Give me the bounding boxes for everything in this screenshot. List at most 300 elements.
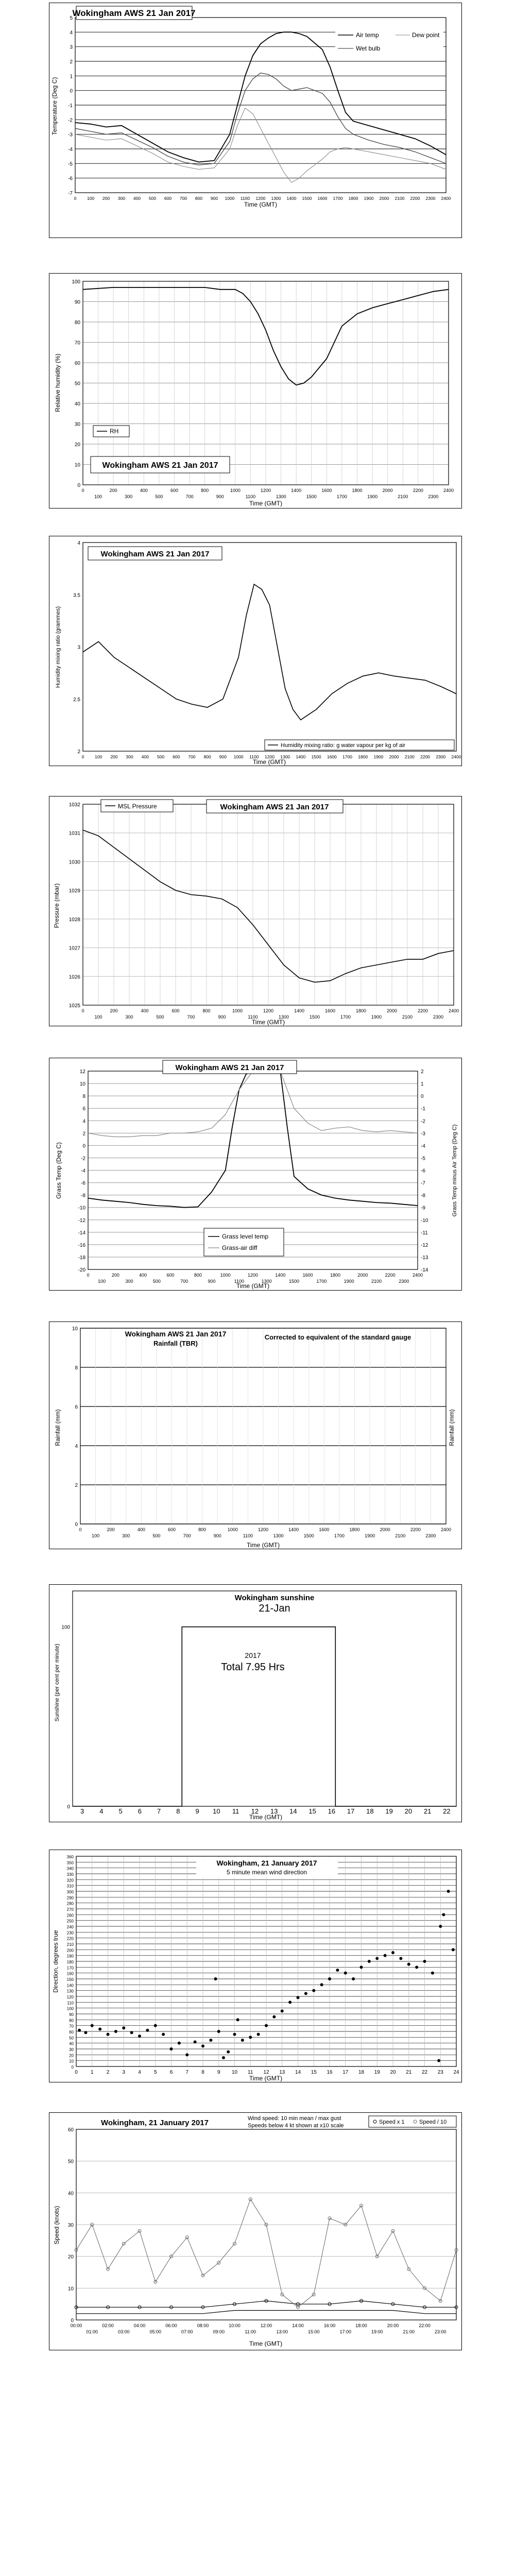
- y-tick-label: 1029: [68, 888, 80, 894]
- x-tick-label: 800: [195, 196, 203, 201]
- x-tick-label: 1900: [344, 1279, 354, 1284]
- x-tick-label: 400: [133, 196, 141, 201]
- data-point: [222, 2056, 225, 2059]
- x-tick-label: 1700: [316, 1279, 327, 1284]
- x-tick-label: 2: [106, 2070, 110, 2075]
- data-point: [336, 1969, 339, 1972]
- y-tick-label: 10: [79, 1081, 85, 1088]
- chart-title: Wokingham AWS 21 Jan 2017: [175, 1063, 284, 1072]
- x-tick-label: 1400: [294, 1008, 305, 1013]
- chart-title: Wokingham AWS 21 Jan 2017: [102, 461, 218, 470]
- y-tick-label: -2: [81, 1156, 85, 1162]
- data-point: [281, 2009, 284, 2012]
- x-tick-label: 900: [218, 1014, 226, 1020]
- x-tick-label: 00:00: [70, 2323, 82, 2328]
- data-point: [249, 2036, 252, 2039]
- legend-wet-bulb: Wet bulb: [356, 45, 381, 52]
- x-tick-label: 7: [157, 1807, 161, 1815]
- y2-tick-label: -2: [421, 1118, 425, 1125]
- y-tick-label: 150: [66, 1977, 74, 1982]
- x-tick-label: 1500: [303, 1533, 314, 1538]
- pressure-chart-panel: [49, 796, 462, 1026]
- x-tick-label: 23:00: [434, 2329, 447, 2334]
- x-tick-label: 100: [95, 754, 102, 759]
- x-tick-label: 10:00: [229, 2323, 241, 2328]
- data-point: [162, 2033, 165, 2036]
- x-tick-label: 11: [248, 2070, 253, 2075]
- x-tick-label: 19: [374, 2070, 380, 2075]
- data-point: [360, 1965, 363, 1969]
- x-tick-label: 600: [173, 754, 180, 759]
- y-tick-label: 4: [75, 1444, 78, 1449]
- y-tick-label: -18: [78, 1255, 85, 1261]
- y-axis-label: Rainfall (mm): [54, 1409, 61, 1446]
- y-tick-label: 1028: [68, 917, 80, 923]
- humidity-chart: [49, 274, 461, 508]
- x-tick-label: 18: [358, 2070, 365, 2075]
- y-tick-label: 260: [66, 1913, 74, 1918]
- data-point: [178, 2042, 181, 2045]
- x-tick-label: 2300: [425, 196, 436, 201]
- x-tick-label: 300: [122, 1533, 130, 1538]
- y-tick-label: 140: [66, 1983, 74, 1988]
- legend-grass-level-temp: Grass level temp: [222, 1233, 269, 1240]
- x-tick-label: 6: [138, 1807, 142, 1815]
- y-tick-label: 70: [69, 2024, 74, 2029]
- x-tick-label: 14:00: [292, 2323, 304, 2328]
- y2-tick-label: -6: [421, 1168, 425, 1174]
- series-line-2: [75, 73, 446, 165]
- x-tick-label: 2100: [398, 494, 408, 499]
- x-tick-label: 3: [80, 1807, 84, 1815]
- x-tick-label: 2200: [385, 1273, 396, 1278]
- y-tick-label: 10: [74, 462, 80, 468]
- y-tick-label: 2: [82, 1131, 85, 1137]
- chart-title: Wokingham, 21 January 2017: [216, 1859, 317, 1867]
- data-point: [122, 2026, 125, 2029]
- x-tick-label: 2400: [412, 1273, 423, 1278]
- x-tick-label: 800: [203, 754, 211, 759]
- data-point: [312, 1989, 315, 1992]
- y-axis-label: Sunshine (per cent per minute): [54, 1643, 60, 1722]
- x-tick-label: 800: [202, 1008, 211, 1013]
- x-tick-label: 800: [198, 1527, 207, 1532]
- y-tick-label: 1030: [68, 859, 80, 866]
- data-point: [328, 1977, 331, 1980]
- series-line-1: [88, 1071, 418, 1208]
- x-tick-label: 0: [79, 1527, 82, 1532]
- x-tick-label: 1: [90, 2070, 94, 2075]
- x-tick-label: 2000: [382, 488, 393, 493]
- x-tick-label: 1800: [330, 1273, 341, 1278]
- y-tick-label: 4: [70, 30, 73, 36]
- x-tick-label: 1000: [225, 196, 235, 201]
- x-tick-label: 700: [188, 754, 196, 759]
- x-tick-label: 1800: [358, 754, 368, 759]
- x-tick-label: 1500: [306, 494, 317, 499]
- x-tick-label: 2300: [436, 754, 446, 759]
- x-tick-label: 1100: [245, 494, 256, 499]
- y-tick-label: -2: [68, 117, 73, 124]
- date-label: 21-Jan: [259, 1603, 290, 1614]
- chart-title: Wokingham AWS 21 Jan 2017: [100, 550, 210, 558]
- y-tick-label: -7: [68, 191, 73, 196]
- grass-temp-chart: [49, 1058, 461, 1290]
- chart-subtitle: Rainfall (TBR): [153, 1340, 198, 1347]
- x-tick-label: 300: [125, 494, 133, 499]
- x-tick-label: 2400: [443, 488, 454, 493]
- x-tick-label: 1600: [321, 488, 332, 493]
- y-tick-label: 220: [66, 1936, 74, 1941]
- y-tick-label: 12: [79, 1069, 85, 1075]
- x-tick-label: 17: [347, 1807, 355, 1815]
- x-tick-label: 900: [216, 494, 224, 499]
- data-point: [170, 2047, 173, 2050]
- x-tick-label: 1100: [248, 1014, 258, 1020]
- y-tick-label: 10: [67, 2286, 74, 2292]
- x-tick-label: 11:00: [245, 2329, 256, 2334]
- data-point: [320, 1983, 323, 1986]
- x-tick-label: 1300: [271, 196, 281, 201]
- x-tick-label: 1800: [349, 1527, 360, 1532]
- speed-note: Wind speed: 10 min mean / max gust: [248, 2115, 341, 2122]
- y-axis-label: Speed (knots): [53, 2206, 60, 2245]
- x-tick-label: 2100: [371, 1279, 382, 1284]
- series-line-1: [73, 1627, 456, 1806]
- x-tick-label: 16:00: [323, 2323, 336, 2328]
- x-tick-label: 2200: [410, 196, 420, 201]
- y-tick-label: 1032: [68, 802, 80, 808]
- x-tick-label: 16: [327, 2070, 333, 2075]
- x-tick-label: 15: [308, 1807, 316, 1815]
- x-tick-label: 2000: [379, 196, 389, 201]
- x-tick-label: 2300: [428, 494, 439, 499]
- legend-speed-div10: Speed / 10: [419, 2119, 447, 2125]
- y-tick-label: 3.5: [73, 592, 80, 599]
- y-tick-label: 60: [74, 361, 80, 366]
- legend-speed-x1: Speed x 1: [379, 2119, 405, 2125]
- y-tick-label: 80: [69, 2018, 74, 2023]
- temperature-chart-panel: [49, 3, 462, 238]
- x-tick-label: 300: [117, 196, 126, 201]
- x-axis-label: Time (GMT): [252, 758, 286, 766]
- x-tick-label: 100: [94, 494, 102, 499]
- y-tick-label: -10: [78, 1205, 85, 1211]
- y-tick-label: 2: [75, 1483, 78, 1488]
- data-point: [265, 2024, 268, 2027]
- y-tick-label: 240: [66, 1925, 74, 1929]
- x-tick-label: 1200: [260, 488, 271, 493]
- y-tick-label: 0: [75, 1522, 78, 1528]
- x-tick-label: 2400: [440, 1527, 452, 1532]
- pressure-chart: [49, 796, 461, 1026]
- x-tick-label: 12:00: [260, 2323, 272, 2328]
- x-tick-label: 1300: [261, 1279, 272, 1284]
- x-tick-label: 19:00: [371, 2329, 383, 2334]
- x-tick-label: 0: [87, 1273, 90, 1278]
- x-tick-label: 800: [201, 488, 209, 493]
- x-tick-label: 22: [443, 1807, 451, 1815]
- chart-title: Wokingham AWS 21 Jan 2017: [220, 803, 329, 811]
- wind-speed-chart-panel: [49, 2112, 462, 2350]
- y-tick-label: -8: [81, 1193, 85, 1199]
- chart-title: Wokingham, 21 January 2017: [101, 2119, 209, 2127]
- x-tick-label: 2000: [357, 1273, 368, 1278]
- x-tick-label: 1600: [317, 196, 328, 201]
- x-tick-label: 300: [126, 754, 133, 759]
- x-tick-label: 300: [125, 1279, 133, 1284]
- x-tick-label: 1600: [302, 1273, 313, 1278]
- x-tick-label: 2200: [420, 754, 431, 759]
- x-tick-label: 01:00: [86, 2329, 98, 2334]
- x-tick-label: 1400: [291, 488, 302, 493]
- data-point: [78, 2029, 81, 2032]
- y2-tick-label: -4: [421, 1143, 425, 1149]
- legend-mixing-ratio: Humidity mixing ratio: g water vapour per kg of air: [281, 742, 406, 749]
- data-point: [91, 2024, 94, 2027]
- y-tick-label: 2: [77, 749, 80, 755]
- x-tick-label: 13: [279, 2070, 285, 2075]
- x-tick-label: 1400: [275, 1273, 286, 1278]
- x-tick-label: 1300: [280, 754, 290, 759]
- y-tick-label: 3: [77, 645, 80, 651]
- y2-tick-label: -11: [421, 1230, 428, 1236]
- y2-tick-label: 2: [421, 1069, 424, 1075]
- x-tick-label: 18: [366, 1807, 374, 1815]
- y-tick-label: -4: [81, 1168, 85, 1174]
- x-tick-label: 900: [208, 1279, 216, 1284]
- y-tick-label: 2: [70, 59, 73, 65]
- y-tick-label: 110: [67, 2001, 74, 2006]
- x-tick-label: 500: [156, 1014, 164, 1020]
- series-line-2: [88, 1071, 418, 1137]
- x-tick-label: 400: [141, 754, 149, 759]
- x-tick-label: 20:00: [387, 2323, 399, 2328]
- y-tick-label: 0: [71, 2318, 74, 2324]
- x-tick-label: 700: [185, 494, 194, 499]
- x-tick-label: 200: [111, 1273, 119, 1278]
- chart-subtitle: 5 minute mean wind direction: [226, 1869, 307, 1876]
- y-tick-label: 0: [67, 1804, 70, 1810]
- x-tick-label: 20: [390, 2070, 396, 2075]
- y2-tick-label: 0: [421, 1094, 424, 1100]
- x-tick-label: 500: [155, 494, 163, 499]
- x-tick-label: 20: [404, 1807, 413, 1815]
- x-tick-label: 1200: [263, 1008, 274, 1013]
- x-axis-label: Time (GMT): [249, 500, 283, 507]
- x-tick-label: 1200: [265, 754, 274, 759]
- x-axis-label: Time (GMT): [249, 2340, 283, 2347]
- x-tick-label: 9: [217, 2070, 220, 2075]
- x-tick-label: 1100: [240, 196, 250, 201]
- x-tick-label: 03:00: [117, 2329, 130, 2334]
- x-tick-label: 400: [141, 1008, 149, 1013]
- y-tick-label: 310: [66, 1884, 74, 1889]
- x-tick-label: 3: [122, 2070, 126, 2075]
- y-tick-label: 4: [77, 540, 80, 546]
- x-tick-label: 600: [167, 1527, 176, 1532]
- x-tick-label: 15: [311, 2070, 317, 2075]
- x-tick-label: 400: [137, 1527, 145, 1532]
- data-point: [439, 1925, 442, 1928]
- x-tick-label: 15:00: [307, 2329, 320, 2334]
- x-tick-label: 1700: [336, 494, 347, 499]
- y-tick-label: -6: [68, 176, 73, 182]
- y-axis-label: Pressure (mbar): [53, 883, 60, 928]
- series-line-2: [76, 2301, 456, 2307]
- temperature-chart: [49, 3, 461, 238]
- x-tick-label: 2400: [448, 1008, 459, 1013]
- y-tick-label: -14: [78, 1230, 85, 1236]
- y-tick-label: 330: [66, 1872, 74, 1877]
- y-tick-label: 360: [66, 1855, 74, 1859]
- x-tick-label: 2200: [413, 488, 423, 493]
- data-point: [391, 1951, 394, 1954]
- data-point: [84, 2031, 87, 2034]
- x-tick-label: 200: [110, 1008, 118, 1013]
- x-tick-label: 2000: [380, 1527, 390, 1532]
- x-tick-label: 2200: [410, 1527, 421, 1532]
- y-tick-label: 100: [61, 1624, 70, 1631]
- x-tick-label: 600: [171, 1008, 180, 1013]
- x-tick-label: 900: [210, 196, 218, 201]
- y-tick-label: 20: [69, 2053, 74, 2058]
- wind-speed-chart: [49, 2113, 461, 2350]
- y-axis-label: Temperature (Deg C): [51, 77, 58, 135]
- rainfall-chart: [49, 1322, 461, 1549]
- y-tick-label: 130: [66, 1989, 74, 1994]
- y-tick-label: -16: [78, 1242, 85, 1248]
- x-tick-label: 400: [139, 1273, 147, 1278]
- y-tick-label: 280: [66, 1901, 74, 1906]
- sunshine-chart: [49, 1585, 461, 1822]
- y-tick-label: 3: [70, 44, 73, 50]
- y-tick-label: 160: [66, 1971, 74, 1976]
- x-tick-label: 6: [169, 2070, 173, 2075]
- y-axis-label: Grass Temp (Deg C): [55, 1142, 62, 1199]
- y-tick-label: 0: [77, 483, 80, 488]
- x-tick-label: 700: [187, 1014, 195, 1020]
- x-tick-label: 1600: [327, 754, 337, 759]
- data-point: [107, 2033, 110, 2036]
- y-tick-label: 350: [66, 1860, 74, 1866]
- y-tick-label: 50: [69, 2036, 74, 2041]
- y-tick-label: -4: [68, 147, 73, 152]
- y-tick-label: 40: [74, 401, 80, 407]
- y-tick-label: 170: [66, 1965, 74, 1971]
- x-tick-label: 1100: [234, 1279, 245, 1284]
- y-tick-label: -3: [68, 132, 73, 138]
- data-point: [194, 2040, 197, 2043]
- y-tick-label: 50: [67, 2159, 74, 2165]
- y-tick-label: 0: [70, 88, 73, 94]
- data-point: [442, 1913, 445, 1916]
- x-tick-label: 1000: [220, 1273, 231, 1278]
- data-point: [272, 2015, 276, 2019]
- x-tick-label: 7: [185, 2070, 189, 2075]
- x-tick-label: 200: [102, 196, 110, 201]
- x-tick-label: 500: [152, 1533, 161, 1538]
- y-tick-label: 8: [75, 1365, 78, 1371]
- series-line-1: [83, 584, 456, 720]
- x-tick-label: 2200: [417, 1008, 428, 1013]
- data-point: [214, 1977, 217, 1980]
- rainfall-chart-panel: [49, 1321, 462, 1549]
- data-point: [415, 1965, 418, 1969]
- y-axis-label: Relative humidity (%): [54, 353, 61, 412]
- legend-dew-point: Dew point: [412, 31, 440, 39]
- y-tick-label: 4: [82, 1118, 85, 1125]
- data-point: [185, 2053, 188, 2056]
- x-tick-label: 1100: [249, 754, 259, 759]
- data-point: [375, 1957, 379, 1960]
- x-axis-label: Time (GMT): [236, 1282, 270, 1290]
- x-tick-label: 0: [81, 488, 84, 493]
- y-tick-label: 60: [69, 2030, 74, 2035]
- data-point: [98, 2027, 101, 2030]
- x-axis-label: Time (GMT): [249, 1814, 283, 1821]
- data-point: [384, 1954, 387, 1957]
- y-tick-label: 10: [69, 2059, 74, 2064]
- x-tick-label: 21: [423, 1807, 432, 1815]
- data-point: [233, 2033, 236, 2036]
- data-point: [257, 2033, 260, 2036]
- x-tick-label: 9: [195, 1807, 199, 1815]
- x-tick-label: 12: [251, 1807, 259, 1815]
- y-tick-label: 1027: [68, 945, 80, 952]
- data-point: [154, 2024, 157, 2027]
- x-tick-label: 1000: [233, 754, 244, 759]
- data-point: [352, 1977, 355, 1980]
- data-point: [423, 1960, 426, 1963]
- y-tick-label: -12: [78, 1217, 85, 1224]
- x-tick-label: 2400: [451, 754, 461, 759]
- x-tick-label: 900: [213, 1533, 221, 1538]
- x-tick-label: 1700: [340, 1014, 351, 1020]
- x-tick-label: 05:00: [149, 2329, 162, 2334]
- y-tick-label: 10: [72, 1326, 78, 1332]
- x-tick-label: 100: [94, 1014, 102, 1020]
- data-point: [288, 2001, 291, 2004]
- year-label: 2017: [245, 1651, 261, 1659]
- humidity-chart-panel: [49, 273, 462, 509]
- y-tick-label: -6: [81, 1180, 85, 1187]
- x-tick-label: 1900: [364, 196, 374, 201]
- x-tick-label: 04:00: [133, 2323, 146, 2328]
- series-line-3: [76, 2199, 456, 2308]
- mixing-ratio-chart-panel: [49, 536, 462, 766]
- x-tick-label: 8: [201, 2070, 204, 2075]
- x-tick-label: 4: [138, 2070, 141, 2075]
- y-tick-label: 20: [67, 2254, 74, 2260]
- x-tick-label: 2300: [425, 1533, 436, 1538]
- y-tick-label: 80: [74, 320, 80, 326]
- y-tick-label: 6: [75, 1404, 78, 1410]
- y2-axis-label: Grass Temp minus Air Temp (Deg C): [452, 1124, 458, 1217]
- x-tick-label: 800: [194, 1273, 202, 1278]
- x-tick-label: 2400: [441, 196, 451, 201]
- x-tick-label: 1400: [288, 1527, 299, 1532]
- y-tick-label: 5: [70, 15, 73, 21]
- x-tick-label: 8: [176, 1807, 180, 1815]
- x-tick-label: 600: [170, 488, 179, 493]
- y-tick-label: 40: [67, 2191, 74, 2197]
- y-tick-label: 1026: [68, 974, 80, 980]
- x-tick-label: 0: [75, 2070, 78, 2075]
- y-tick-label: 340: [66, 1866, 74, 1871]
- x-tick-label: 1600: [324, 1008, 336, 1013]
- data-point: [407, 1963, 410, 1966]
